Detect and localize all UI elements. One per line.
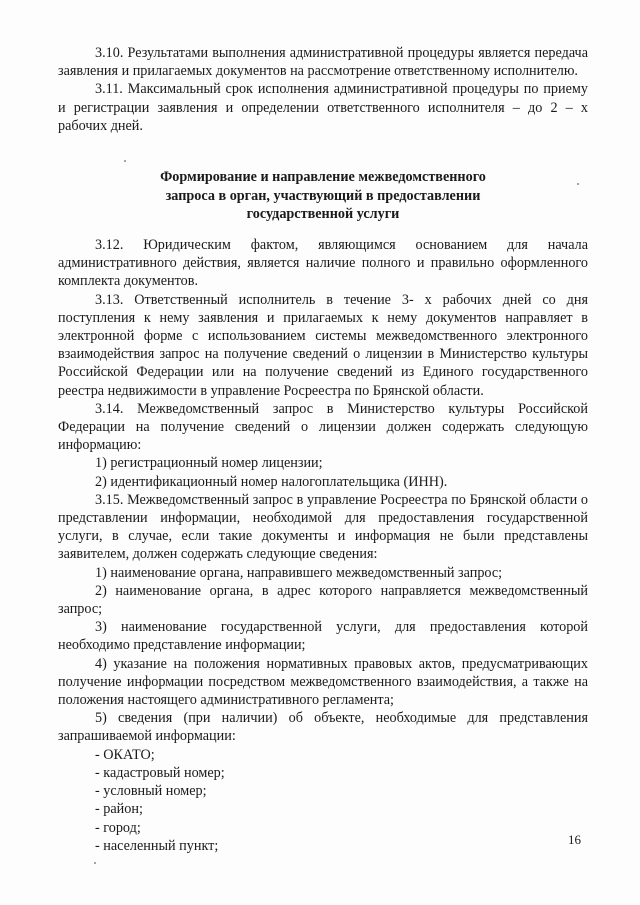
list-item: 2) идентификационный номер налогоплательщика (ИНН). bbox=[95, 473, 448, 490]
top-section bbox=[58, 44, 588, 135]
dash-item: - населенный пункт; bbox=[95, 837, 219, 854]
list-item: 5) сведения (при наличии) об объекте, необходимые для представления запрашиваемой информации: bbox=[58, 710, 588, 745]
list-item: 4) указание на положения нормативных правовых актов, предусматривающих получение информации посредством межведомственного взаимодействия, а также на положения настоящего административного регламента; bbox=[58, 655, 588, 709]
main-body bbox=[58, 236, 588, 855]
page-number: 16 bbox=[568, 832, 581, 847]
scan-speck bbox=[124, 160, 126, 162]
dash-item: - условный номер; bbox=[95, 783, 207, 800]
heading-line: государственной услуги bbox=[246, 206, 400, 222]
dash-item: - ОКАТО; bbox=[95, 746, 155, 763]
section-heading bbox=[58, 168, 588, 224]
heading-line: Формирование и направление межведомственного bbox=[160, 169, 486, 185]
list-item: 3) наименование государственной услуги, для предоставления которой необходимо представление информации; bbox=[58, 619, 588, 654]
list-item: 2) наименование органа, в адрес которого направляется межведомственный запрос; bbox=[58, 582, 588, 618]
scan-speck bbox=[94, 862, 96, 864]
paragraph-3-11: 3.11. Максимальный срок исполнения административной процедуры по приему и регистрации заявления и определении ответственного исполнителя – до 2 – х рабочих дней. bbox=[58, 81, 588, 134]
list-item: 1) регистрационный номер лицензии; bbox=[95, 455, 323, 472]
dash-item: - район; bbox=[95, 801, 143, 818]
scan-speck bbox=[577, 183, 579, 185]
dash-item: - кадастровый номер; bbox=[95, 764, 225, 781]
paragraph-3-12: 3.12. Юридическим фактом, являющимся основанием для начала административного действия, является наличие полного и правильно оформленного комплекта документов. bbox=[58, 237, 588, 290]
paragraph-3-14: 3.14. Межведомственный запрос в Министерство культуры Российской Федерации на получение сведений о лицензии должен содержать следующую информацию: bbox=[58, 400, 588, 454]
paragraph-3-10: 3.10. Результатами выполнения административной процедуры является передача заявления и прилагаемых документов на рассмотрение ответственному исполнителю. bbox=[58, 45, 588, 80]
dash-item: - город; bbox=[95, 819, 141, 836]
list-item: 1) наименование органа, направившего межведомственный запрос; bbox=[95, 564, 503, 581]
paragraph-3-15: 3.15. Межведомственный запрос в управление Росреестра по Брянской области о представлении информации, необходимой для предоставления государственной услуги, в случае, если такие документы и информация не были представлены заявителем, должен содержать следующие сведения: bbox=[58, 491, 588, 563]
paragraph-3-13: 3.13. Ответственный исполнитель в течение 3- х рабочих дней со дня поступления к нему заявления и прилагаемых к нему документов направляет в электронной форме с использованием системы межведомственного электронного взаимодействия запрос на получение сведений о лицензии в Министерство культуры Российской Федерации или на получение сведений из Единого государственного реестра недвижимости в управление Росреестра по Брянской области. bbox=[58, 291, 588, 399]
heading-line: запроса в орган, участвующий в предоставлении bbox=[165, 187, 481, 204]
